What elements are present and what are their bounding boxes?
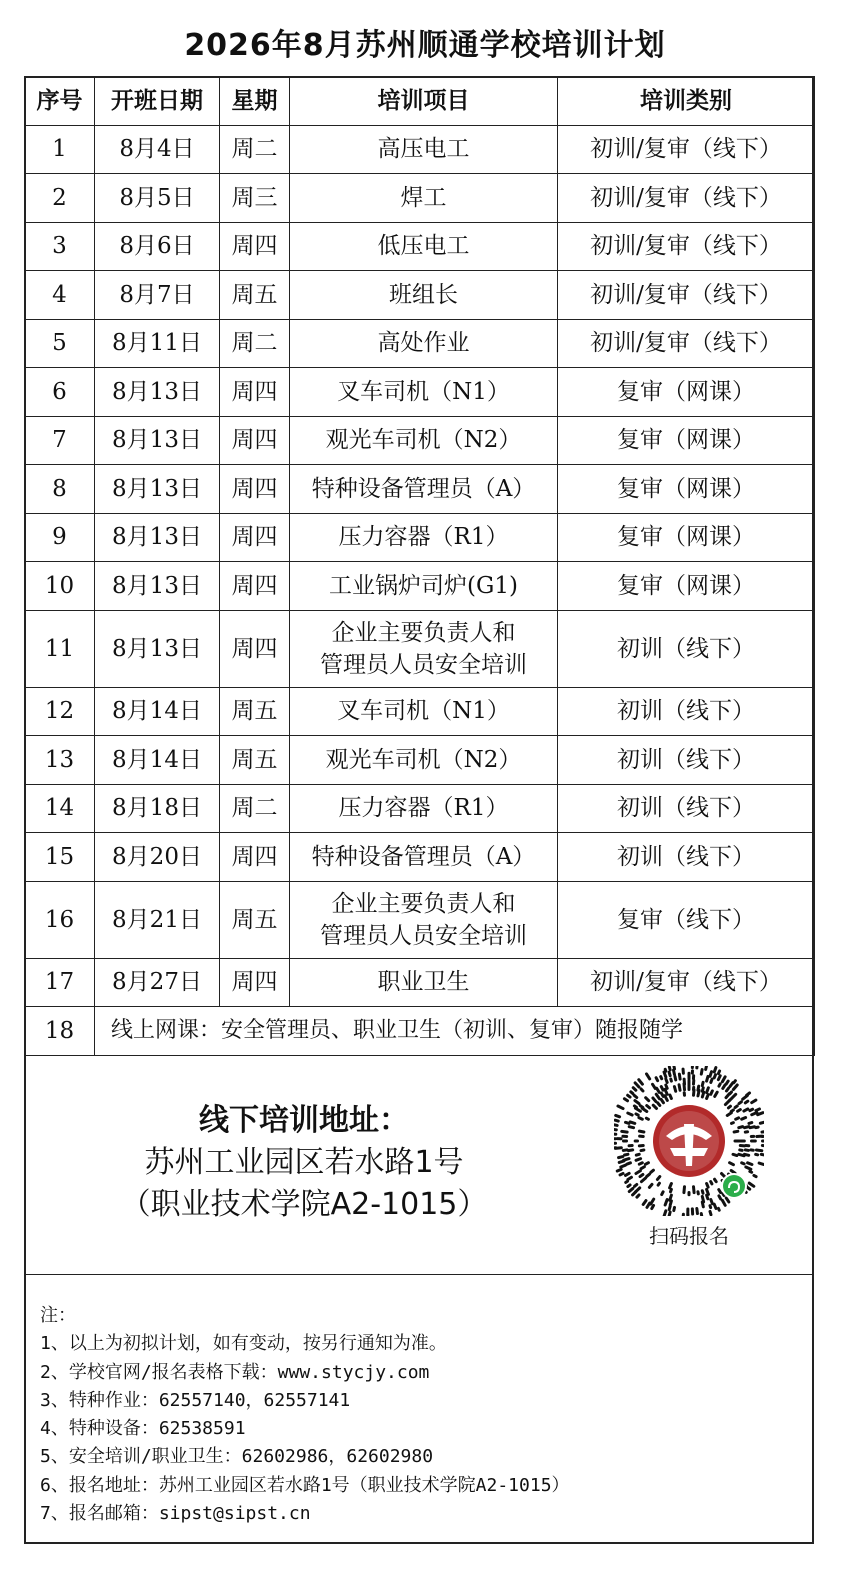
table-header-row bbox=[25, 77, 815, 126]
cell-type: 复审（线下） bbox=[558, 881, 815, 958]
note-item: 4、特种设备：62538591 bbox=[40, 1418, 246, 1440]
table-row bbox=[25, 881, 815, 958]
cell-type: 初训/复审（线下） bbox=[558, 271, 815, 320]
cell-date: 8月27日 bbox=[95, 958, 220, 1007]
cell-course: 叉车司机（N1） bbox=[290, 368, 558, 417]
cell-no: 10 bbox=[25, 562, 95, 611]
table-row bbox=[25, 416, 815, 465]
table-row bbox=[25, 222, 815, 271]
cell-weekday: 周二 bbox=[220, 319, 290, 368]
cell-type: 初训（线下） bbox=[558, 784, 815, 833]
cell-weekday: 周四 bbox=[220, 416, 290, 465]
cell-type: 初训/复审（线下） bbox=[558, 319, 815, 368]
cell-course: 高处作业 bbox=[290, 319, 558, 368]
table-row bbox=[25, 562, 815, 611]
header-type: 培训类别 bbox=[558, 77, 815, 126]
cell-type: 复审（网课） bbox=[558, 562, 815, 611]
cell-weekday: 周二 bbox=[220, 784, 290, 833]
cell-date: 8月13日 bbox=[95, 562, 220, 611]
cell-type: 初训/复审（线下） bbox=[558, 222, 815, 271]
cell-type: 初训/复审（线下） bbox=[558, 958, 815, 1007]
table-row bbox=[25, 125, 815, 174]
cell-weekday: 周四 bbox=[220, 513, 290, 562]
cell-weekday: 周四 bbox=[220, 958, 290, 1007]
cell-no: 13 bbox=[25, 736, 95, 785]
cell-no: 5 bbox=[25, 319, 95, 368]
cell-course: 低压电工 bbox=[290, 222, 558, 271]
course-line: 管理员人员安全培训 bbox=[320, 651, 527, 678]
cell-no: 2 bbox=[25, 174, 95, 223]
table-row bbox=[25, 784, 815, 833]
cell-no: 15 bbox=[25, 833, 95, 882]
cell-date: 8月13日 bbox=[95, 368, 220, 417]
cell-date: 8月6日 bbox=[95, 222, 220, 271]
cell-date: 8月13日 bbox=[95, 610, 220, 687]
cell-date: 8月7日 bbox=[95, 271, 220, 320]
cell-weekday: 周五 bbox=[220, 687, 290, 736]
table-row bbox=[25, 958, 815, 1007]
cell-no: 11 bbox=[25, 610, 95, 687]
cell-type: 初训（线下） bbox=[558, 833, 815, 882]
scan-to-register-label: 扫码报名 bbox=[649, 1224, 729, 1248]
table-row bbox=[25, 513, 815, 562]
table-row bbox=[25, 736, 815, 785]
cell-course: 叉车司机（N1） bbox=[290, 687, 558, 736]
header-course: 培训项目 bbox=[290, 77, 558, 126]
cell-weekday: 周四 bbox=[220, 222, 290, 271]
section-divider bbox=[24, 1274, 814, 1275]
note-item-email: 7、报名邮箱：sipst@sipst.cn bbox=[40, 1503, 311, 1525]
header-date: 开班日期 bbox=[95, 77, 220, 126]
cell-course: 焊工 bbox=[290, 174, 558, 223]
cell-type: 初训（线下） bbox=[558, 736, 815, 785]
cell-course: 压力容器（R1） bbox=[290, 513, 558, 562]
cell-no: 6 bbox=[25, 368, 95, 417]
cell-no: 1 bbox=[25, 125, 95, 174]
table-row bbox=[25, 687, 815, 736]
cell-course: 特种设备管理员（A） bbox=[290, 833, 558, 882]
course-line: 企业主要负责人和 bbox=[331, 890, 516, 917]
cell-type: 初训/复审（线下） bbox=[558, 125, 815, 174]
cell-no: 18 bbox=[25, 1007, 95, 1056]
cell-type: 复审（网课） bbox=[558, 513, 815, 562]
table-row bbox=[25, 610, 815, 687]
cell-date: 8月21日 bbox=[95, 881, 220, 958]
course-line: 管理员人员安全培训 bbox=[320, 922, 527, 949]
address-line: 苏州工业园区若水路1号 bbox=[144, 1145, 464, 1180]
note-item: 6、报名地址：苏州工业园区若水路1号（职业技术学院A2-1015） bbox=[40, 1474, 570, 1496]
table-row bbox=[25, 465, 815, 514]
cell-weekday: 周四 bbox=[220, 562, 290, 611]
cell-course: 观光车司机（N2） bbox=[290, 736, 558, 785]
cell-weekday: 周四 bbox=[220, 465, 290, 514]
note-item: 3、特种作业：62557140，62557141 bbox=[40, 1389, 351, 1411]
cell-online-course-note: 线上网课：安全管理员、职业卫生（初训、复审）随报随学 bbox=[95, 1007, 815, 1056]
cell-weekday: 周四 bbox=[220, 833, 290, 882]
cell-no: 4 bbox=[25, 271, 95, 320]
cell-no: 8 bbox=[25, 465, 95, 514]
cell-course bbox=[290, 610, 558, 687]
table-row bbox=[25, 319, 815, 368]
cell-type: 初训（线下） bbox=[558, 687, 815, 736]
training-schedule-table bbox=[24, 76, 815, 1056]
cell-weekday: 周三 bbox=[220, 174, 290, 223]
cell-type: 初训/复审（线下） bbox=[558, 174, 815, 223]
notes-heading: 注： bbox=[40, 1305, 76, 1326]
note-item: 1、以上为初拟计划，如有变动，按另行通知为准。 bbox=[40, 1333, 447, 1355]
cell-course: 压力容器（R1） bbox=[290, 784, 558, 833]
cell-course bbox=[290, 881, 558, 958]
cell-course: 工业锅炉司炉(G1) bbox=[290, 562, 558, 611]
cell-weekday: 周二 bbox=[220, 125, 290, 174]
cell-weekday: 周四 bbox=[220, 368, 290, 417]
note-item: 5、安全培训/职业卫生：62602986，62602980 bbox=[40, 1446, 434, 1468]
cell-no: 16 bbox=[25, 881, 95, 958]
cell-date: 8月13日 bbox=[95, 465, 220, 514]
cell-weekday: 周五 bbox=[220, 881, 290, 958]
address-building: （职业技术学院A2-1015） bbox=[120, 1187, 488, 1222]
table-row bbox=[25, 833, 815, 882]
cell-weekday: 周四 bbox=[220, 610, 290, 687]
cell-type: 复审（网课） bbox=[558, 465, 815, 514]
cell-date: 8月18日 bbox=[95, 784, 220, 833]
cell-no: 7 bbox=[25, 416, 95, 465]
header-weekday: 星期 bbox=[220, 77, 290, 126]
notes-section bbox=[40, 1302, 800, 1528]
cell-weekday: 周五 bbox=[220, 271, 290, 320]
cell-course: 班组长 bbox=[290, 271, 558, 320]
cell-type: 初训（线下） bbox=[558, 610, 815, 687]
cell-no: 12 bbox=[25, 687, 95, 736]
address-heading: 线下培训地址： bbox=[199, 1103, 409, 1138]
cell-no: 9 bbox=[25, 513, 95, 562]
course-line: 企业主要负责人和 bbox=[331, 619, 516, 646]
cell-date: 8月13日 bbox=[95, 416, 220, 465]
cell-course: 特种设备管理员（A） bbox=[290, 465, 558, 514]
cell-date: 8月5日 bbox=[95, 174, 220, 223]
table-row bbox=[25, 271, 815, 320]
cell-date: 8月20日 bbox=[95, 833, 220, 882]
table-row bbox=[25, 174, 815, 223]
cell-weekday: 周五 bbox=[220, 736, 290, 785]
cell-course: 观光车司机（N2） bbox=[290, 416, 558, 465]
cell-no: 14 bbox=[25, 784, 95, 833]
cell-date: 8月14日 bbox=[95, 736, 220, 785]
header-no: 序号 bbox=[25, 77, 95, 126]
cell-type: 复审（网课） bbox=[558, 368, 815, 417]
cell-course: 职业卫生 bbox=[290, 958, 558, 1007]
cell-course: 高压电工 bbox=[290, 125, 558, 174]
cell-date: 8月11日 bbox=[95, 319, 220, 368]
cell-date: 8月14日 bbox=[95, 687, 220, 736]
table-row-online bbox=[25, 1007, 815, 1056]
cell-no: 3 bbox=[25, 222, 95, 271]
cell-date: 8月4日 bbox=[95, 125, 220, 174]
wechat-mini-program-qr-icon[interactable] bbox=[614, 1066, 764, 1216]
table-row bbox=[25, 368, 815, 417]
cell-type: 复审（网课） bbox=[558, 416, 815, 465]
cell-date: 8月13日 bbox=[95, 513, 220, 562]
offline-address-block bbox=[24, 1100, 584, 1226]
cell-no: 17 bbox=[25, 958, 95, 1007]
page-title: 2026年8月苏州顺通学校培训计划 bbox=[184, 28, 666, 63]
note-item-website: 2、学校官网/报名表格下载：www.stycjy.com bbox=[40, 1361, 430, 1383]
